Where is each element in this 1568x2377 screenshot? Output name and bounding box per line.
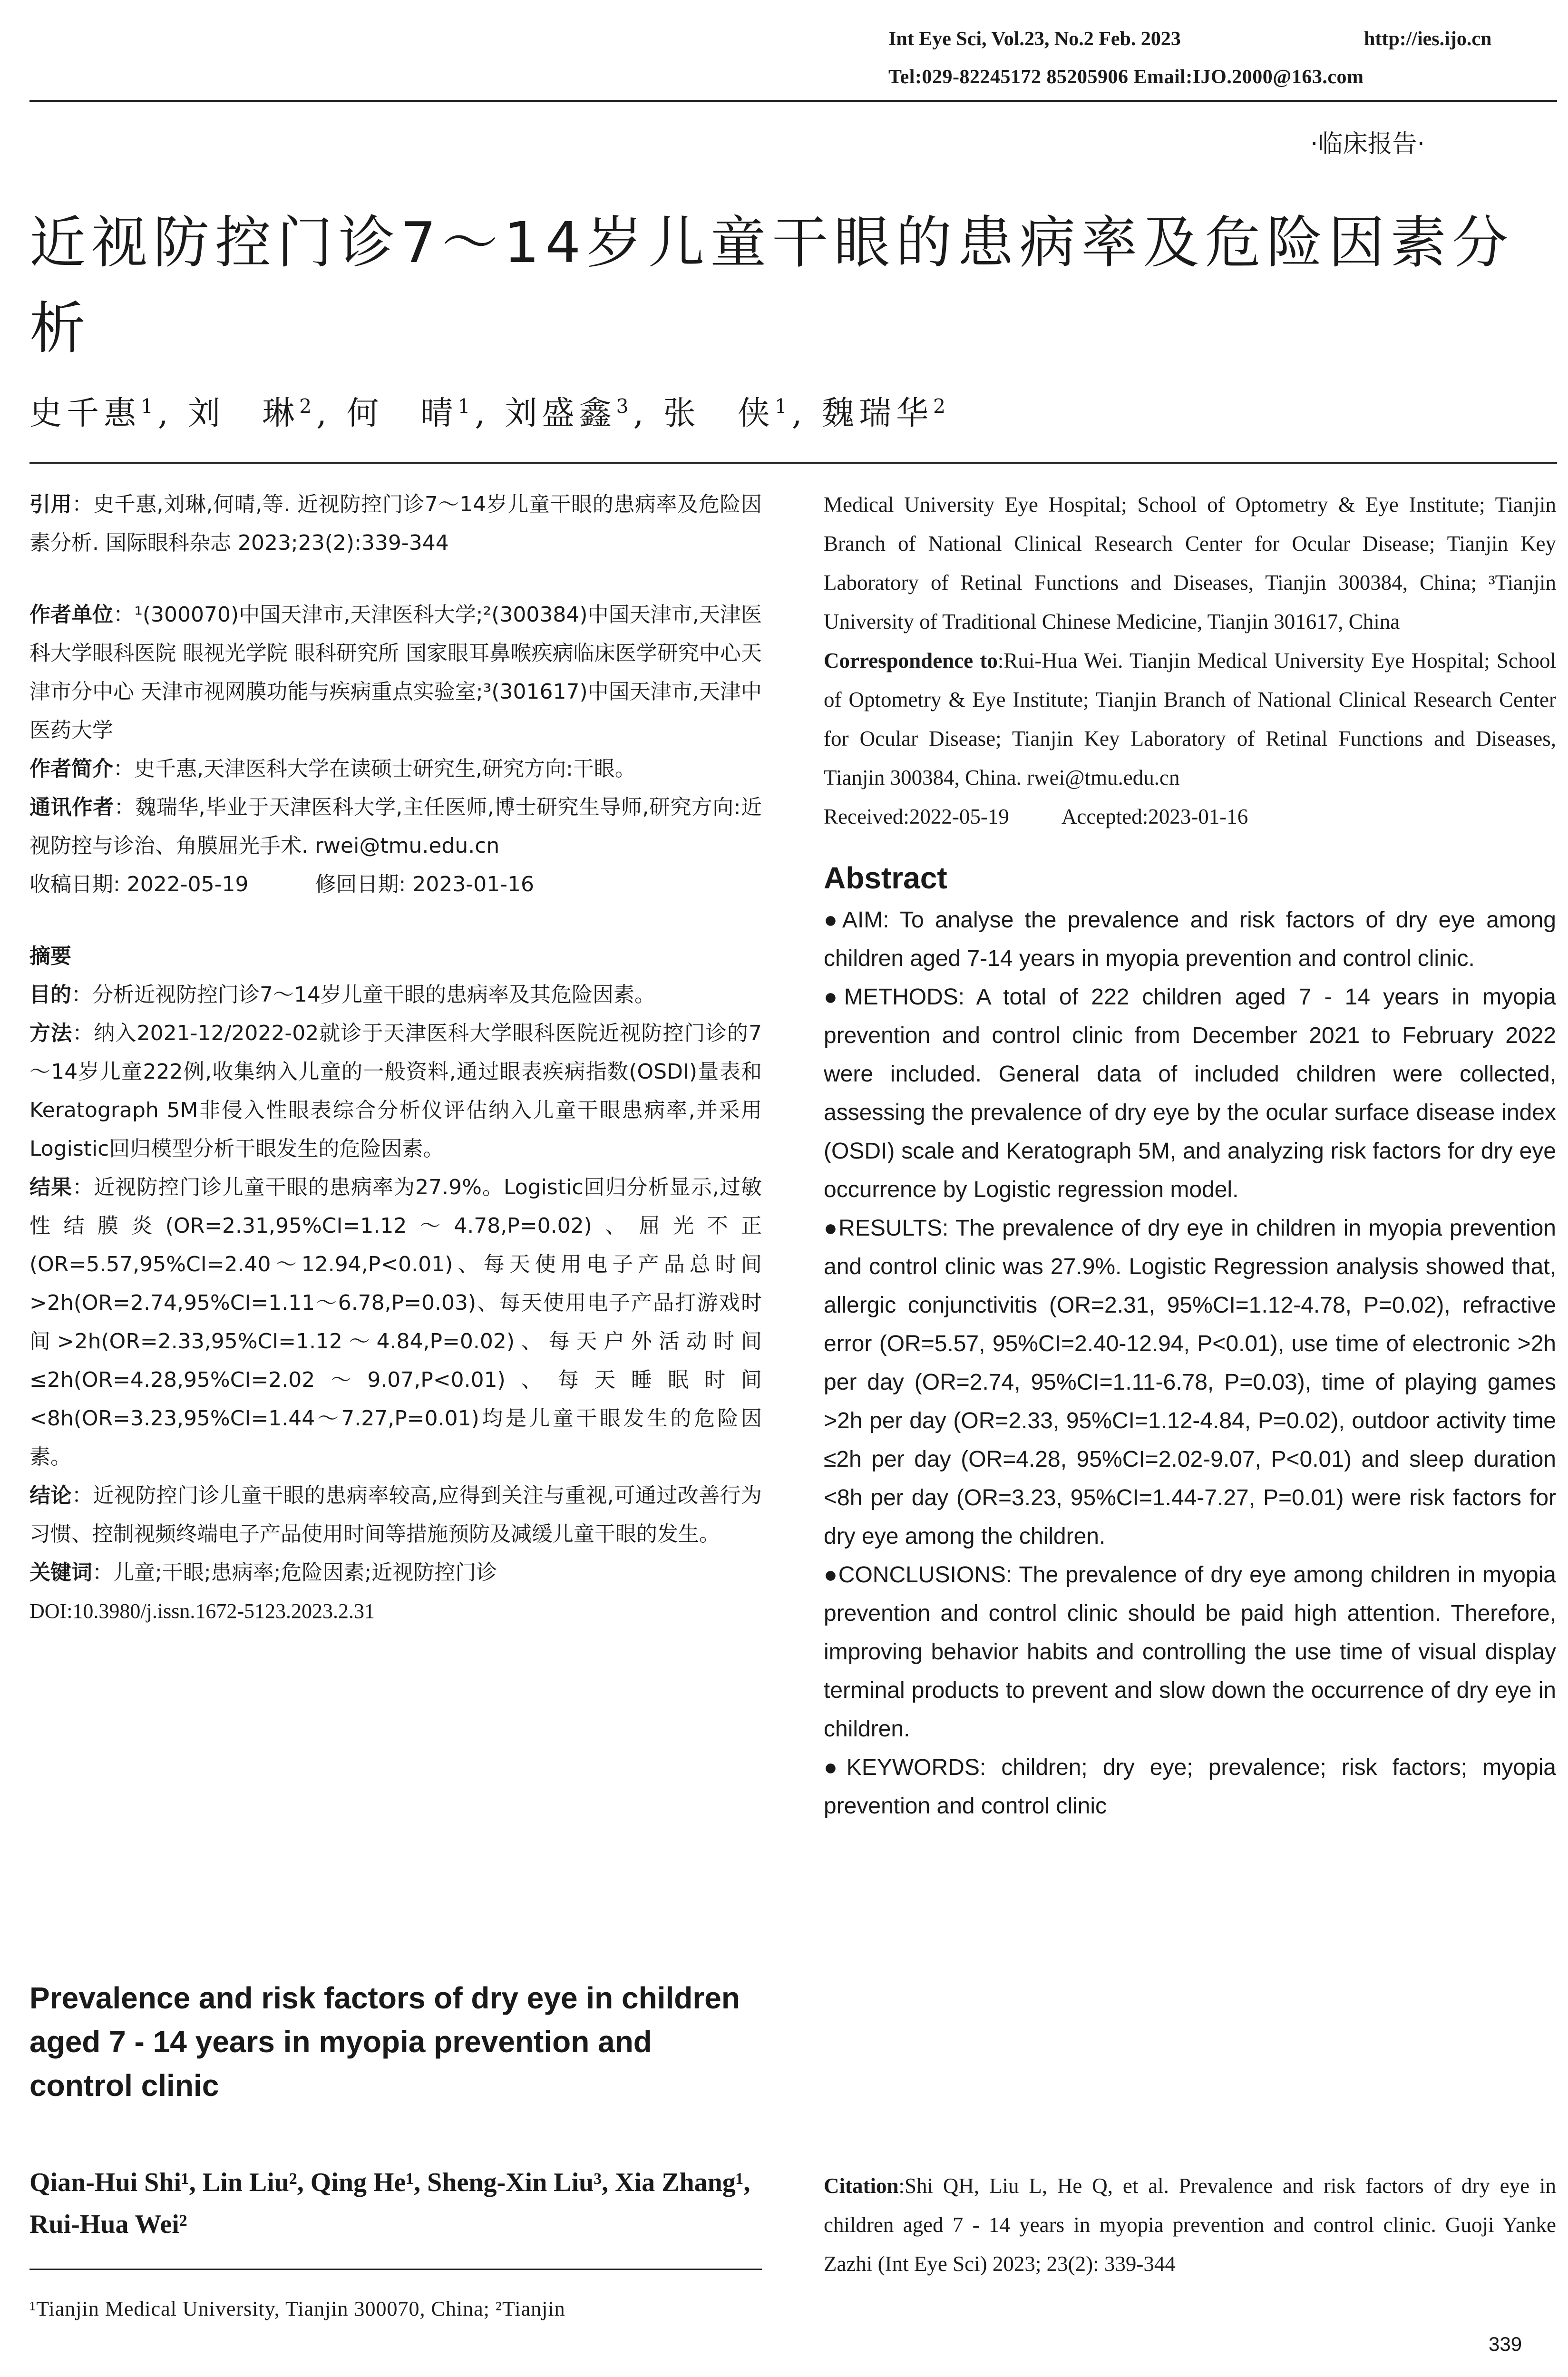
- author-affil-sup: 3: [616, 395, 633, 418]
- left-column: [29, 485, 762, 1630]
- label: 作者单位: [29, 603, 114, 627]
- journal-contact: Tel:029-82245172 85205906 Email:IJO.2000@163.com: [888, 66, 1364, 88]
- abstract-cn-heading: 摘要: [29, 944, 71, 968]
- text: :Rui-Hua Wei. Tianjin Medical University Eye Hospital; School of Optometry & Eye Institute; Tianjin Branch of National Clinical Research Center for Ocular Disease; Tianjin Key Laboratory of Retinal Functions and Diseases, Tianjin 300384, China. rwei@tmu.edu.cn: [824, 649, 1556, 789]
- keywords-cn: [29, 1553, 762, 1592]
- authors-rule: [29, 462, 1557, 464]
- label: 目的: [29, 983, 71, 1007]
- journal-info: Int Eye Sci, Vol.23, No.2 Feb. 2023: [888, 28, 1181, 50]
- author: 史千惠: [29, 395, 141, 432]
- author: 何 晴: [346, 395, 458, 432]
- text: ：纳入2021-12/2022-02就诊于天津医科大学眼科医院近视防控门诊的7～14岁儿童222例,收集纳入儿童的一般资料,通过眼表疾病指数(OSDI)量表和Keratograph 5M非侵入性眼表综合分析仪评估纳入儿童干眼患病率,并采用Logistic回归模型分析干眼发生的危险因素。: [29, 1021, 762, 1161]
- journal-url[interactable]: http://ies.ijo.cn: [1364, 28, 1492, 50]
- results-cn: [29, 1168, 762, 1476]
- page-title: 近视防控门诊7～14岁儿童干眼的患病率及危险因素分析: [29, 210, 1514, 361]
- author: 刘 琳: [188, 395, 300, 432]
- text: ：史千惠,天津医科大学在读硕士研究生,研究方向:干眼。: [113, 757, 636, 781]
- label: 方法: [29, 1021, 73, 1045]
- abstract-methods: ●METHODS: A total of 222 children aged 7 - 14 years in myopia prevention and control clinic from December 2021 to February 2022 were included. General data of included children were collected, assessing the prevalence of dry eye by the ocular surface disease index (OSDI) scale and Keratograph 5M, and analyzing risk factors for dry eye occurrence by Logistic regression model.: [824, 984, 1556, 1202]
- author: 刘盛鑫: [505, 395, 616, 432]
- author: 张 侠: [663, 395, 775, 432]
- author-affil-sup: 2: [933, 395, 951, 418]
- abstract-conclusions: ●CONCLUSIONS: The prevalence of dry eye among children in myopia prevention and control clinic should be paid high attention. Therefore, improving behavior habits and controlling the use time of visual display terminal products to prevent and slow down the occurrence of dry eye in children.: [824, 1562, 1556, 1742]
- author: 魏瑞华: [822, 395, 934, 432]
- citation-cn: [29, 485, 762, 562]
- doi[interactable]: DOI:10.3980/j.issn.1672-5123.2023.2.31: [29, 1599, 375, 1623]
- label: 作者简介: [29, 757, 113, 781]
- dates-cn: [29, 865, 762, 904]
- text: ：魏瑞华,毕业于天津医科大学,主任医师,博士研究生导师,研究方向:近视防控与诊治、角膜屈光手术. rwei@tmu.edu.cn: [29, 795, 762, 858]
- english-authors: Qian-Hui Shi¹, Lin Liu², Qing He¹, Sheng-Xin Liu³, Xia Zhang¹, Rui-Hua Wei²: [29, 2168, 750, 2239]
- text: ：¹(300070)中国天津市,天津医科大学;²(300384)中国天津市,天津医科大学眼科医院 眼视光学院 眼科研究所 国家眼耳鼻喉疾病临床医学研究中心天津市分中心 天津市视网膜功能与疾病重点实验室;³(301617)中国天津市,天津中医药大学: [29, 603, 762, 742]
- right-column: [824, 485, 1556, 1825]
- correspondence: [824, 641, 1556, 797]
- english-title: Prevalence and risk factors of dry eye in children aged 7 - 14 years in myopia prevention and control clinic: [29, 1981, 740, 2103]
- aim-cn: [29, 975, 762, 1014]
- citation-en-block: [824, 2166, 1556, 2283]
- abstract-results: ●RESULTS: The prevalence of dry eye in children in myopia prevention and control clinic was 27.9%. Logistic Regression analysis showed that, allergic conjunctivitis (OR=2.31, 95%CI=1.12-4.78, P=0.02), refractive error (OR=5.57, 95%CI=2.40-12.94, P<0.01), use time of electronic >2h per day (OR=2.74, 95%CI=1.11-6.78, P=0.03), time of playing games >2h per day (OR=2.33, 95%CI=1.12-4.84, P=0.02), outdoor activity time ≤2h per day (OR=4.28, 95%CI=2.02-9.07, P<0.01) and sleep duration <8h per day (OR=3.23, 95%CI=1.44-7.27, P=0.01) were risk factors for dry eye among the children.: [824, 1216, 1556, 1549]
- abstract-heading: Abstract: [824, 861, 947, 895]
- author-intro-cn: [29, 750, 762, 788]
- text: ：分析近视防控门诊7～14岁儿童干眼的患病率及其危险因素。: [71, 983, 655, 1007]
- affiliation-cn: [29, 595, 762, 750]
- label: Citation: [824, 2174, 899, 2198]
- author-affil-sup: 1: [774, 395, 792, 418]
- label: 关键词: [29, 1560, 92, 1585]
- citation-en: [824, 2166, 1556, 2283]
- text: :Shi QH, Liu L, He Q, et al. Prevalence and risk factors of dry eye in children aged 7 - 14 years in myopia prevention and control clinic. Guoji Yanke Zazhi (Int Eye Sci) 2023; 23(2): 339-344: [824, 2174, 1556, 2276]
- author-affil-sup: 2: [299, 395, 317, 418]
- authors-cn: 史千惠$^1$, 刘 琳$^2$, 何 晴$^1$, 刘盛鑫$^3$, 张 侠$^1$, 魏瑞华$^2$: [29, 395, 951, 432]
- text: ：近视防控门诊儿童干眼的患病率较高,应得到关注与重视,可通过改善行为习惯、控制视频终端电子产品使用时间等措施预防及减缓儿童干眼的发生。: [29, 1483, 762, 1546]
- label: 引用: [29, 492, 72, 516]
- dates-en: [824, 797, 1556, 836]
- label: 结果: [29, 1175, 73, 1199]
- english-affiliation-start: ¹Tianjin Medical University, Tianjin 300070, China; ²Tianjin: [29, 2297, 565, 2320]
- received-date: 收稿日期: 2022-05-19: [29, 872, 249, 896]
- author-affil-sup: 1: [458, 395, 475, 418]
- abstract-aim: ●AIM: To analyse the prevalence and risk factors of dry eye among children aged 7-14 years in myopia prevention and control clinic.: [824, 907, 1556, 971]
- footnote-rule: [29, 2269, 762, 2270]
- received-date: Received:2022-05-19: [824, 805, 1009, 828]
- label: 结论: [29, 1483, 72, 1508]
- methods-cn: [29, 1014, 762, 1168]
- label: 通讯作者: [29, 795, 114, 819]
- author-affil-sup: 1: [141, 395, 158, 418]
- conclusion-cn: [29, 1476, 762, 1553]
- page-number: 339: [1489, 2333, 1522, 2355]
- text: ：儿童;干眼;患病率;危险因素;近视防控门诊: [92, 1560, 497, 1585]
- header-rule: [29, 100, 1557, 102]
- corresponding-cn: [29, 788, 762, 865]
- abstract-keywords: ●KEYWORDS: children; dry eye; prevalence; risk factors; myopia prevention and control clinic: [824, 1755, 1556, 1819]
- accepted-date: Accepted:2023-01-16: [1061, 805, 1248, 828]
- english-affiliation-cont: Medical University Eye Hospital; School of Optometry & Eye Institute; Tianjin Branch of National Clinical Research Center for Ocular Disease; Tianjin Key Laboratory of Retinal Functions and Diseases, Tianjin 300384, China; ³Tianjin University of Traditional Chinese Medicine, Tianjin 301617, China: [824, 493, 1556, 633]
- text: ：近视防控门诊儿童干眼的患病率为27.9%。Logistic回归分析显示,过敏性结膜炎(OR=2.31,95%CI=1.12～4.78,P=0.02)、屈光不正(OR=5.57,95%CI=2.40～12.94,P<0.01)、每天使用电子产品总时间>2h(OR=2.74,95%CI=1.11～6.78,P=0.03)、每天使用电子产品打游戏时间>2h(OR=2.33,95%CI=1.12～4.84,P=0.02)、每天户外活动时间≤2h(OR=4.28,95%CI=2.02～9.07,P<0.01)、每天睡眠时间<8h(OR=3.23,95%CI=1.44～7.27,P=0.01)均是儿童干眼发生的危险因素。: [29, 1175, 762, 1469]
- revised-date: 修回日期: 2023-01-16: [315, 872, 535, 896]
- text: ：史千惠,刘琳,何晴,等. 近视防控门诊7～14岁儿童干眼的患病率及危险因素分析. 国际眼科杂志 2023;23(2):339-344: [29, 492, 762, 555]
- section-tag: ·临床报告·: [1310, 130, 1425, 158]
- label: Correspondence to: [824, 649, 998, 672]
